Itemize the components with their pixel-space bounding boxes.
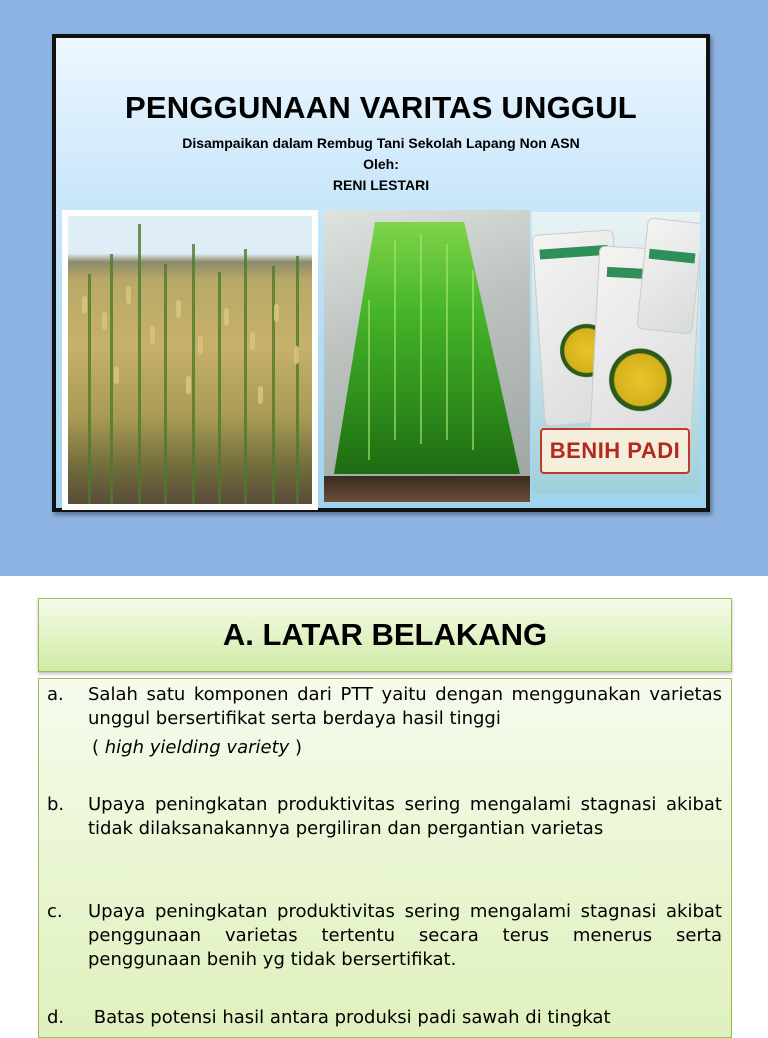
seed-bags-photo [532,212,700,494]
section-heading: A. LATAR BELAKANG [222,617,548,652]
list-item-text: Salah satu komponen dari PTT yaitu dengan menggunakan varietas unggul bersertifikat serta berdaya hasil tinggi [88,684,722,729]
background-slide [0,576,768,1028]
slide-title: PENGGUNAAN VARITAS UNGGUL [125,90,637,125]
list-marker: b. [47,794,65,815]
section-heading-box [38,598,732,672]
content-box [38,678,732,1038]
rice-field-photo [62,210,318,510]
seed-bag-label: BENIH PADI [540,428,690,474]
italic-term: high yielding variety [104,737,290,758]
slide-subtitle: Disampaikan dalam Rembug Tani Sekolah Lapang Non ASN [182,135,580,151]
rice-seedbed-photo [324,210,530,502]
list-marker: a. [47,684,64,705]
list-item-text: Upaya peningkatan produktivitas sering mengalami stagnasi akibat tidak dilaksanakannya pergiliran dan pergantian varietas [88,794,722,839]
list-item-text: Upaya peningkatan produktivitas sering mengalami stagnasi akibat penggunaan varietas tertentu secara terus menerus serta penggunaan benih yg tidak bersertifikat. [88,901,722,970]
list-item-text: Batas potensi hasil antara produksi padi sawah di tingkat [88,1007,611,1028]
title-frame [52,34,710,512]
presenter-name: RENI LESTARI [332,177,430,193]
list-marker: d. [47,1007,65,1028]
list-item-parenthetical: ( high yielding variety ) [92,737,303,758]
list-marker: c. [47,901,63,922]
presenter-label: Oleh: [363,156,399,172]
